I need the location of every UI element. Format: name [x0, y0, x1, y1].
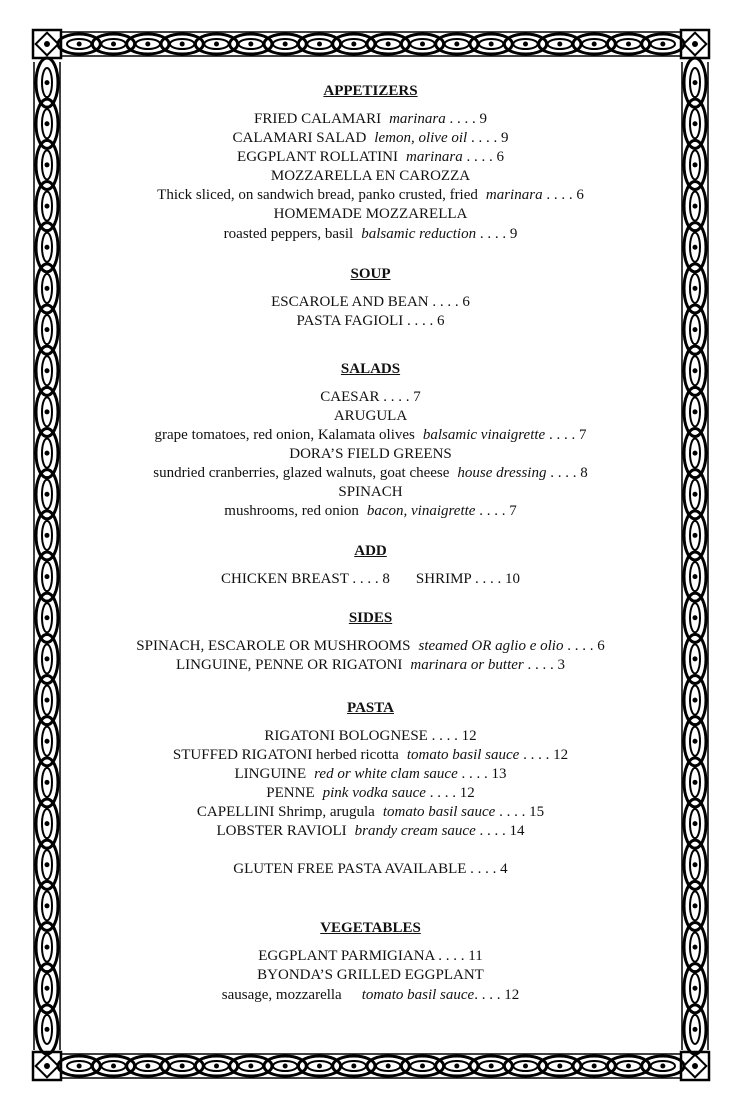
- border-dot: [693, 286, 698, 291]
- menu-item: SPINACH, ESCAROLE OR MUSHROOMS steamed OR aglio e olio . . . . 6: [136, 638, 605, 654]
- border-dot: [693, 862, 698, 867]
- border-dot: [693, 451, 698, 456]
- border-dot: [77, 1064, 82, 1069]
- border-dot: [45, 409, 50, 414]
- menu-item: grape tomatoes, red onion, Kalamata olives balsamic vinaigrette . . . . 7: [154, 427, 587, 443]
- border-dot: [317, 1064, 322, 1069]
- border-dot: [77, 42, 82, 47]
- border-dot: [45, 986, 50, 991]
- border-dot: [523, 42, 528, 47]
- heading-vegetables: VEGETABLES: [320, 920, 421, 936]
- menu-item: BYONDA’S GRILLED EGGPLANT: [257, 967, 484, 983]
- border-dot: [523, 1064, 528, 1069]
- border-dot: [693, 121, 698, 126]
- border-dot: [44, 1063, 50, 1069]
- border-dot: [420, 1064, 425, 1069]
- border-dot: [45, 945, 50, 950]
- menu-item: FRIED CALAMARI marinara . . . . 9: [253, 111, 488, 127]
- border-dot: [351, 1064, 356, 1069]
- border-dot: [386, 1064, 391, 1069]
- menu-item: Thick sliced, on sandwich bread, panko crusted, fried marinara . . . . 6: [157, 187, 584, 203]
- border-dot: [248, 42, 253, 47]
- border-dot: [45, 1027, 50, 1032]
- border-dot: [111, 1064, 116, 1069]
- menu-item: RIGATONI BOLOGNESE . . . . 12: [264, 728, 477, 744]
- border-dot: [693, 368, 698, 373]
- gluten-free-note: GLUTEN FREE PASTA AVAILABLE . . . . 4: [233, 861, 508, 877]
- border-dot: [420, 42, 425, 47]
- menu-item: ARUGULA: [333, 408, 408, 424]
- border-dot: [45, 533, 50, 538]
- menu-item: SPINACH: [338, 484, 403, 500]
- menu-item: sausage, mozzarella tomato basil sauce. . . . 12: [221, 987, 520, 1003]
- border-dot: [692, 1063, 698, 1069]
- border-dot: [317, 42, 322, 47]
- border-dot: [248, 1064, 253, 1069]
- border-dot: [693, 615, 698, 620]
- border-dot: [693, 204, 698, 209]
- border-dot: [693, 245, 698, 250]
- border-dot: [45, 698, 50, 703]
- border-dot: [557, 1064, 562, 1069]
- border-dot: [386, 42, 391, 47]
- border-dot: [45, 821, 50, 826]
- menu-item: MOZZARELLA EN CAROZZA: [270, 168, 471, 184]
- border-dot: [489, 1064, 494, 1069]
- menu-item: CAPELLINI Shrimp, arugula tomato basil sauce . . . . 15: [196, 804, 545, 820]
- border-dot: [692, 41, 698, 47]
- border-dot: [693, 409, 698, 414]
- border-dot: [45, 780, 50, 785]
- border-dot: [180, 1064, 185, 1069]
- border-dot: [45, 656, 50, 661]
- menu-item: HOMEMADE MOZZARELLA: [273, 206, 468, 222]
- border-dot: [592, 1064, 597, 1069]
- border-dot: [693, 903, 698, 908]
- border-dot: [693, 574, 698, 579]
- border-dot: [145, 42, 150, 47]
- border-dot: [45, 492, 50, 497]
- menu-item: EGGPLANT PARMIGIANA . . . . 11: [258, 948, 483, 964]
- border-dot: [660, 42, 665, 47]
- menu-item: PENNE pink vodka sauce . . . . 12: [266, 785, 475, 801]
- menu-item: STUFFED RIGATONI herbed ricotta tomato basil sauce . . . . 12: [172, 747, 569, 763]
- menu-item: PASTA FAGIOLI . . . . 6: [296, 313, 445, 329]
- border-dot: [45, 615, 50, 620]
- border-dot: [45, 245, 50, 250]
- heading-salads: SALADS: [340, 361, 401, 377]
- border-dot: [693, 698, 698, 703]
- border-dot: [693, 162, 698, 167]
- border-dot: [693, 533, 698, 538]
- menu-item: roasted peppers, basil balsamic reduction . . . . 9: [223, 226, 518, 242]
- border-dot: [283, 1064, 288, 1069]
- menu-item: CALAMARI SALAD lemon, olive oil . . . . 9: [232, 130, 509, 146]
- border-dot: [45, 862, 50, 867]
- heading-soup: SOUP: [350, 266, 391, 282]
- heading-add: ADD: [354, 543, 387, 559]
- border-dot: [145, 1064, 150, 1069]
- border-dot: [693, 656, 698, 661]
- border-dot: [626, 1064, 631, 1069]
- border-dot: [214, 1064, 219, 1069]
- border-dot: [45, 162, 50, 167]
- border-dot: [693, 945, 698, 950]
- border-dot: [557, 42, 562, 47]
- menu-item: CHICKEN BREAST . . . . 8 SHRIMP . . . . 10: [221, 571, 520, 587]
- border-dot: [44, 41, 50, 47]
- menu-item: ESCAROLE AND BEAN . . . . 6: [271, 294, 470, 310]
- border-dot: [454, 1064, 459, 1069]
- border-dot: [454, 42, 459, 47]
- menu-item: mushrooms, red onion bacon, vinaigrette . . . . 7: [224, 503, 517, 519]
- border-dot: [111, 42, 116, 47]
- border-dot: [283, 42, 288, 47]
- border-dot: [45, 121, 50, 126]
- border-dot: [626, 42, 631, 47]
- border-dot: [45, 286, 50, 291]
- border-dot: [214, 42, 219, 47]
- border-dot: [693, 739, 698, 744]
- heading-sides: SIDES: [348, 610, 393, 626]
- border-dot: [660, 1064, 665, 1069]
- border-dot: [592, 42, 597, 47]
- border-dot: [693, 780, 698, 785]
- border-dot: [180, 42, 185, 47]
- menu-item: LOBSTER RAVIOLI brandy cream sauce . . . . 14: [216, 823, 525, 839]
- border-dot: [693, 821, 698, 826]
- menu-item: CAESAR . . . . 7: [320, 389, 421, 405]
- border-dot: [45, 80, 50, 85]
- border-dot: [693, 80, 698, 85]
- border-dot: [45, 574, 50, 579]
- menu-item: LINGUINE red or white clam sauce . . . . 13: [234, 766, 507, 782]
- border-dot: [693, 986, 698, 991]
- heading-appetizers: APPETIZERS: [323, 83, 418, 99]
- border-dot: [693, 1027, 698, 1032]
- border-dot: [45, 903, 50, 908]
- border-dot: [351, 42, 356, 47]
- heading-pasta: PASTA: [347, 700, 394, 716]
- border-dot: [693, 327, 698, 332]
- border-dot: [45, 739, 50, 744]
- border-dot: [489, 42, 494, 47]
- border-dot: [45, 368, 50, 373]
- menu-item: DORA’S FIELD GREENS: [289, 446, 452, 462]
- menu-item: LINGUINE, PENNE OR RIGATONI marinara or butter . . . . 3: [176, 657, 565, 673]
- border-dot: [45, 327, 50, 332]
- menu-item: EGGPLANT ROLLATINI marinara . . . . 6: [237, 149, 504, 165]
- border-dot: [45, 451, 50, 456]
- border-dot: [693, 492, 698, 497]
- menu-item: sundried cranberries, glazed walnuts, goat cheese house dressing . . . . 8: [153, 465, 588, 481]
- border-dot: [45, 204, 50, 209]
